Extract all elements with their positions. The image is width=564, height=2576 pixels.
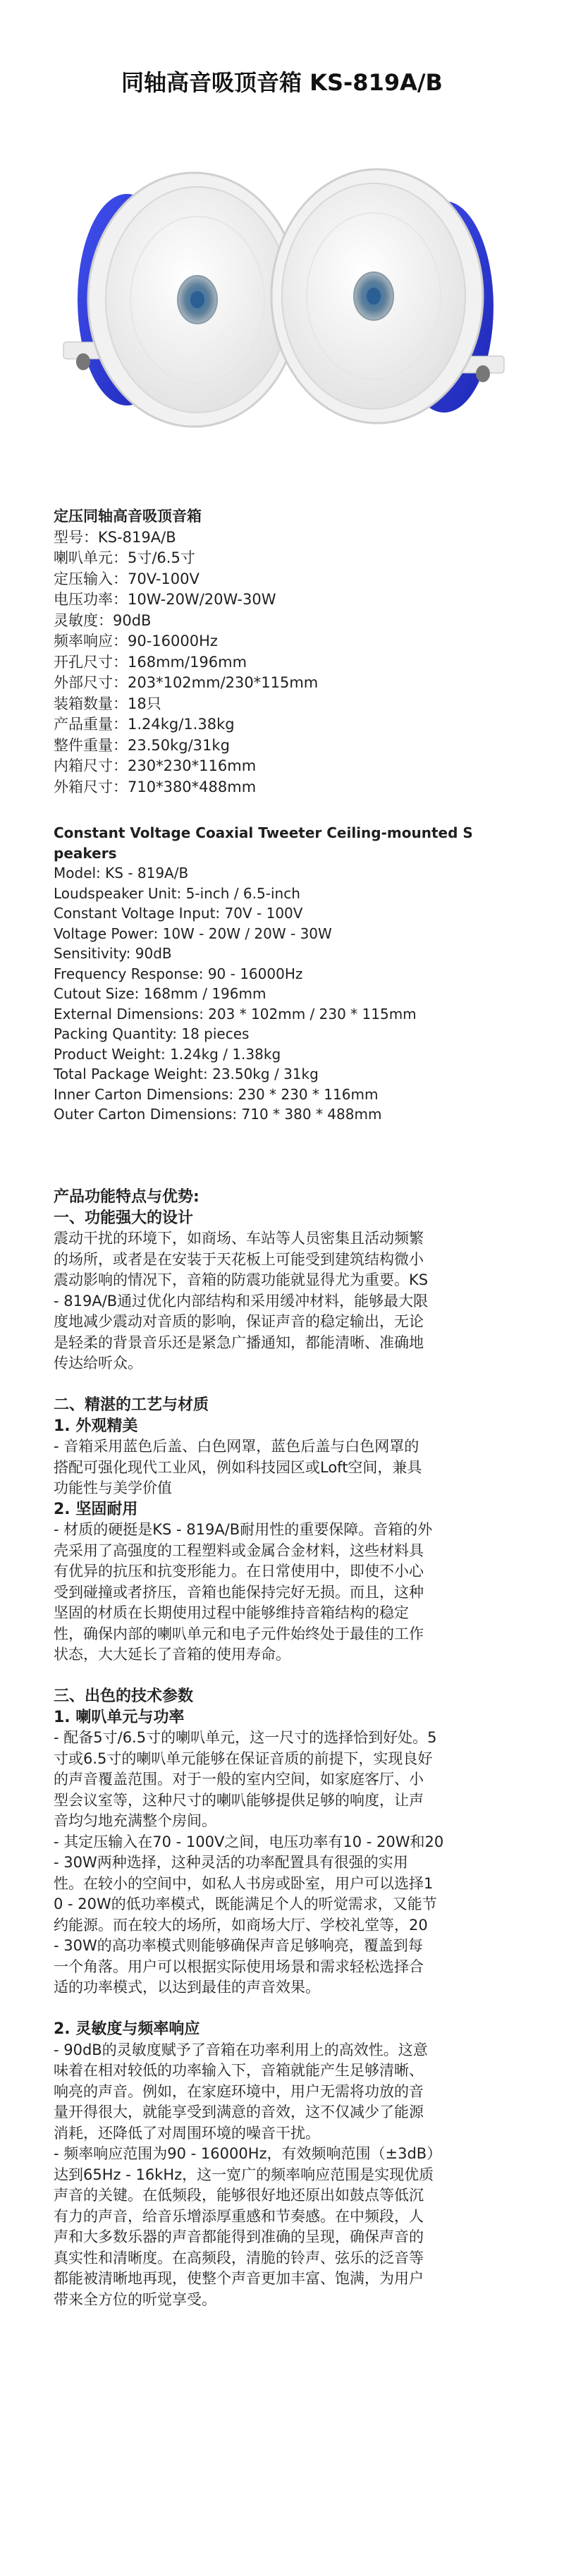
section-2-sub-2-line: 受到碰撞或者挤压，音箱也能保持完好无损。而且，这种: [54, 1583, 424, 1601]
section-3-sub-1-line: 的声音覆盖范围。对于一般的室内空间，如家庭客厅、小: [54, 1771, 424, 1788]
section-3-sub-2-line: 声和大多数乐器的声音都能得到准确的呈现，确保声音的: [54, 2228, 424, 2245]
en-spec-line: Cutout Size: 168mm / 196mm: [54, 985, 266, 1002]
section-3-sub-2-line: 声音的关键。在低频段，能够很好地还原出如鼓点等低沉: [54, 2187, 424, 2204]
features-section: [54, 1187, 519, 2310]
cn-spec-line: 定压输入：70V-100V: [54, 570, 200, 587]
section-3-sub-1-line: 适的功率模式，以达到最佳的声音效果。: [54, 1979, 320, 1996]
en-spec-heading-cont: peakers: [54, 844, 117, 862]
section-1-line: 震动干扰的环境下，如商场、车站等人员密集且活动频繁: [54, 1230, 424, 1247]
en-spec-line: Total Package Weight: 23.50kg / 31kg: [54, 1066, 319, 1082]
page-title: 同轴高音吸顶音箱 KS-819A/B: [121, 69, 443, 96]
cn-spec-section: [54, 506, 519, 798]
cn-spec-line: 电压功率：10W-20W/20W-30W: [54, 591, 276, 608]
section-2-sub-2-line: 坚固的材质在长期使用过程中能够维持音箱结构的稳定: [54, 1604, 409, 1621]
section-3-sub-1-line: 寸或6.5寸的喇叭单元能够在保证音质的前提下，实现良好: [54, 1750, 433, 1767]
section-1-line: 是轻柔的背景音乐还是紧急广播通知，都能清晰、准确地: [54, 1333, 424, 1351]
section-2-sub-2-line: 有优异的抗压和抗变形能力。在日常使用中，即使不小心: [54, 1563, 424, 1580]
en-spec-line: External Dimensions: 203 * 102mm / 230 * 115mm: [54, 1005, 417, 1023]
en-spec-line: Voltage Power: 10W - 20W / 20W - 30W: [54, 924, 332, 942]
cn-spec-line: 整件重量：23.50kg/31kg: [54, 736, 230, 754]
section-3-sub-2-line: 响亮的声音。例如，在家庭环境中，用户无需将功放的音: [54, 2082, 424, 2100]
section-3-sub-1-line: - 30W两种选择，这种灵活的功率配置具有很强的实用: [54, 1854, 408, 1871]
en-spec-line: Outer Carton Dimensions: 710 * 380 * 488mm: [54, 1106, 382, 1123]
section-2-sub-1: 1. 外观精美: [54, 1417, 138, 1435]
cn-spec-line: 灵敏度：90dB: [54, 611, 152, 629]
section-3-sub-2-line: 都能被清晰地再现，使整个声音更加丰富、饱满，为用户: [54, 2270, 424, 2287]
section-3-sub-1: 1. 喇叭单元与功率: [54, 1708, 185, 1726]
cn-spec-line: 产品重量：1.24kg/1.38kg: [54, 716, 235, 733]
section-3-sub-1-line: 一个角落。用户可以根据实际使用场景和需求轻松选择合: [54, 1958, 424, 1975]
section-1-line: 震动影响的情况下，音箱的防震功能就显得尤为重要。KS: [54, 1271, 429, 1288]
cn-spec-line: 外部尺寸：203*102mm/230*115mm: [54, 674, 319, 691]
cn-spec-line: 装箱数量：18只: [54, 695, 161, 712]
en-spec-line: Product Weight: 1.24kg / 1.38kg: [54, 1045, 281, 1063]
en-spec-section: [54, 823, 519, 1125]
section-3-sub-2-line: 量开得很大，就能享受到满意的音效，这不仅减少了能源: [54, 2104, 424, 2120]
en-spec-line: Sensitivity: 90dB: [54, 945, 172, 962]
section-3-sub-2-line: 味着在相对较低的功率输入下，音箱就能产生足够清晰、: [54, 2062, 424, 2079]
section-3-sub-1-line: - 配备5寸/6.5寸的喇叭单元，这一尺寸的选择恰到好处。5: [54, 1729, 437, 1746]
cn-spec-line: 内箱尺寸：230*230*116mm: [54, 757, 257, 774]
cn-spec-line: 型号：KS-819A/B: [54, 528, 176, 546]
section-2-sub-2-line: 壳采用了高强度的工程塑料或金属合金材料，这些材料具: [54, 1542, 424, 1559]
section-2-sub-2-line: 状态，大大延长了音箱的使用寿命。: [54, 1646, 290, 1663]
en-spec-line: Packing Quantity: 18 pieces: [54, 1025, 250, 1042]
section-3-title: 三、出色的技术参数: [54, 1687, 194, 1705]
section-2-sub-2-line: 性，确保内部的喇叭单元和电子元件始终处于最佳的工作: [54, 1625, 424, 1642]
section-3-sub-1-line: - 其定压输入在70 - 100V之间，电压功率有10 - 20W和20: [54, 1833, 444, 1850]
cn-spec-line: 外箱尺寸：710*380*488mm: [54, 778, 257, 795]
en-spec-line: Model: KS - 819A/B: [54, 865, 189, 881]
section-3-sub-2-line: 消耗，还降低了对周围环境的噪音干扰。: [54, 2124, 320, 2142]
section-1-title: 一、功能强大的设计: [54, 1209, 194, 1227]
section-2-sub-2-line: - 材质的硬挺是KS - 819A/B耐用性的重要保障。音箱的外: [54, 1521, 433, 1538]
section-3-sub-2: 2. 灵敏度与频率响应: [54, 2020, 200, 2038]
cn-spec-line: 开孔尺寸：168mm/196mm: [54, 653, 247, 671]
section-3-sub-2-line: - 90dB的灵敏度赋予了音箱在功率利用上的高效性。这意: [54, 2041, 428, 2058]
section-3-sub-1-line: 0 - 20W的低功率模式，既能满足个人的听觉需求，又能节: [54, 1896, 437, 1912]
speaker-left: [63, 173, 300, 427]
en-spec-line: Constant Voltage Input: 70V - 100V: [54, 905, 303, 922]
section-3-sub-2-line: 带来全方位的听觉享受。: [54, 2290, 216, 2308]
section-2-sub-2: 2. 坚固耐用: [54, 1500, 138, 1518]
features-heading: 产品功能特点与优势:: [54, 1188, 200, 1206]
speaker-right: [271, 169, 504, 423]
section-3-sub-1-line: 型会议室等，这种尺寸的喇叭能够提供足够的响度，让声: [54, 1791, 424, 1809]
product-image: [49, 123, 515, 469]
section-3-sub-2-line: 有力的声音，给音乐增添厚重感和节奏感。在中频段，人: [54, 2207, 424, 2225]
section-1-line: 度地减少震动对音质的影响，保证声音的稳定输出，无论: [54, 1313, 424, 1330]
en-spec-line: Frequency Response: 90 - 16000Hz: [54, 965, 303, 982]
section-3-sub-1-line: - 30W的高功率模式则能够确保声音足够响亮，覆盖到每: [54, 1937, 423, 1954]
cn-spec-line: 喇叭单元：5寸/6.5寸: [54, 549, 195, 566]
en-spec-heading: Constant Voltage Coaxial Tweeter Ceiling-mounted S: [54, 824, 473, 841]
section-1-line: - 819A/B通过优化内部结构和采用缓冲材料，能够最大限: [54, 1292, 429, 1310]
section-2-sub-1-line: - 音箱采用蓝色后盖、白色网罩，蓝色后盖与白色网罩的: [54, 1438, 419, 1455]
section-3-sub-1-line: 约能源。而在较大的场所，如商场大厅、学校礼堂等，20: [54, 1916, 428, 1934]
en-spec-line: Loudspeaker Unit: 5-inch / 6.5-inch: [54, 884, 300, 902]
section-1-line: 的场所，或者是在安装于天花板上可能受到建筑结构微小: [54, 1250, 424, 1268]
section-3-sub-1-line: 音均匀地充满整个房间。: [54, 1812, 216, 1829]
section-3-sub-2-line: 真实性和清晰度。在高频段，清脆的铃声、弦乐的泛音等: [54, 2249, 424, 2266]
section-3-sub-2-line: 达到65Hz - 16kHz，这一宽广的频率响应范围是实现优质: [54, 2166, 434, 2183]
section-2-title: 二、精湛的工艺与材质: [54, 1396, 209, 1414]
section-3-sub-1-line: 性。在较小的空间中，如私人书房或卧室，用户可以选择1: [54, 1874, 434, 1892]
cn-spec-line: 频率响应：90-16000Hz: [54, 633, 218, 649]
section-3-sub-2-line: - 频率响应范围为90 - 16000Hz，有效频响范围（±3dB）: [54, 2145, 442, 2162]
section-2-sub-1-line: 功能性与美学价值: [54, 1479, 172, 1496]
section-1-line: 传达给听众。: [54, 1355, 142, 1372]
section-2-sub-1-line: 搭配可强化现代工业风，例如科技园区或Loft空间，兼具: [54, 1458, 422, 1476]
cn-spec-heading: 定压同轴高音吸顶音箱: [54, 508, 202, 525]
en-spec-line: Inner Carton Dimensions: 230 * 230 * 116mm: [54, 1085, 379, 1103]
